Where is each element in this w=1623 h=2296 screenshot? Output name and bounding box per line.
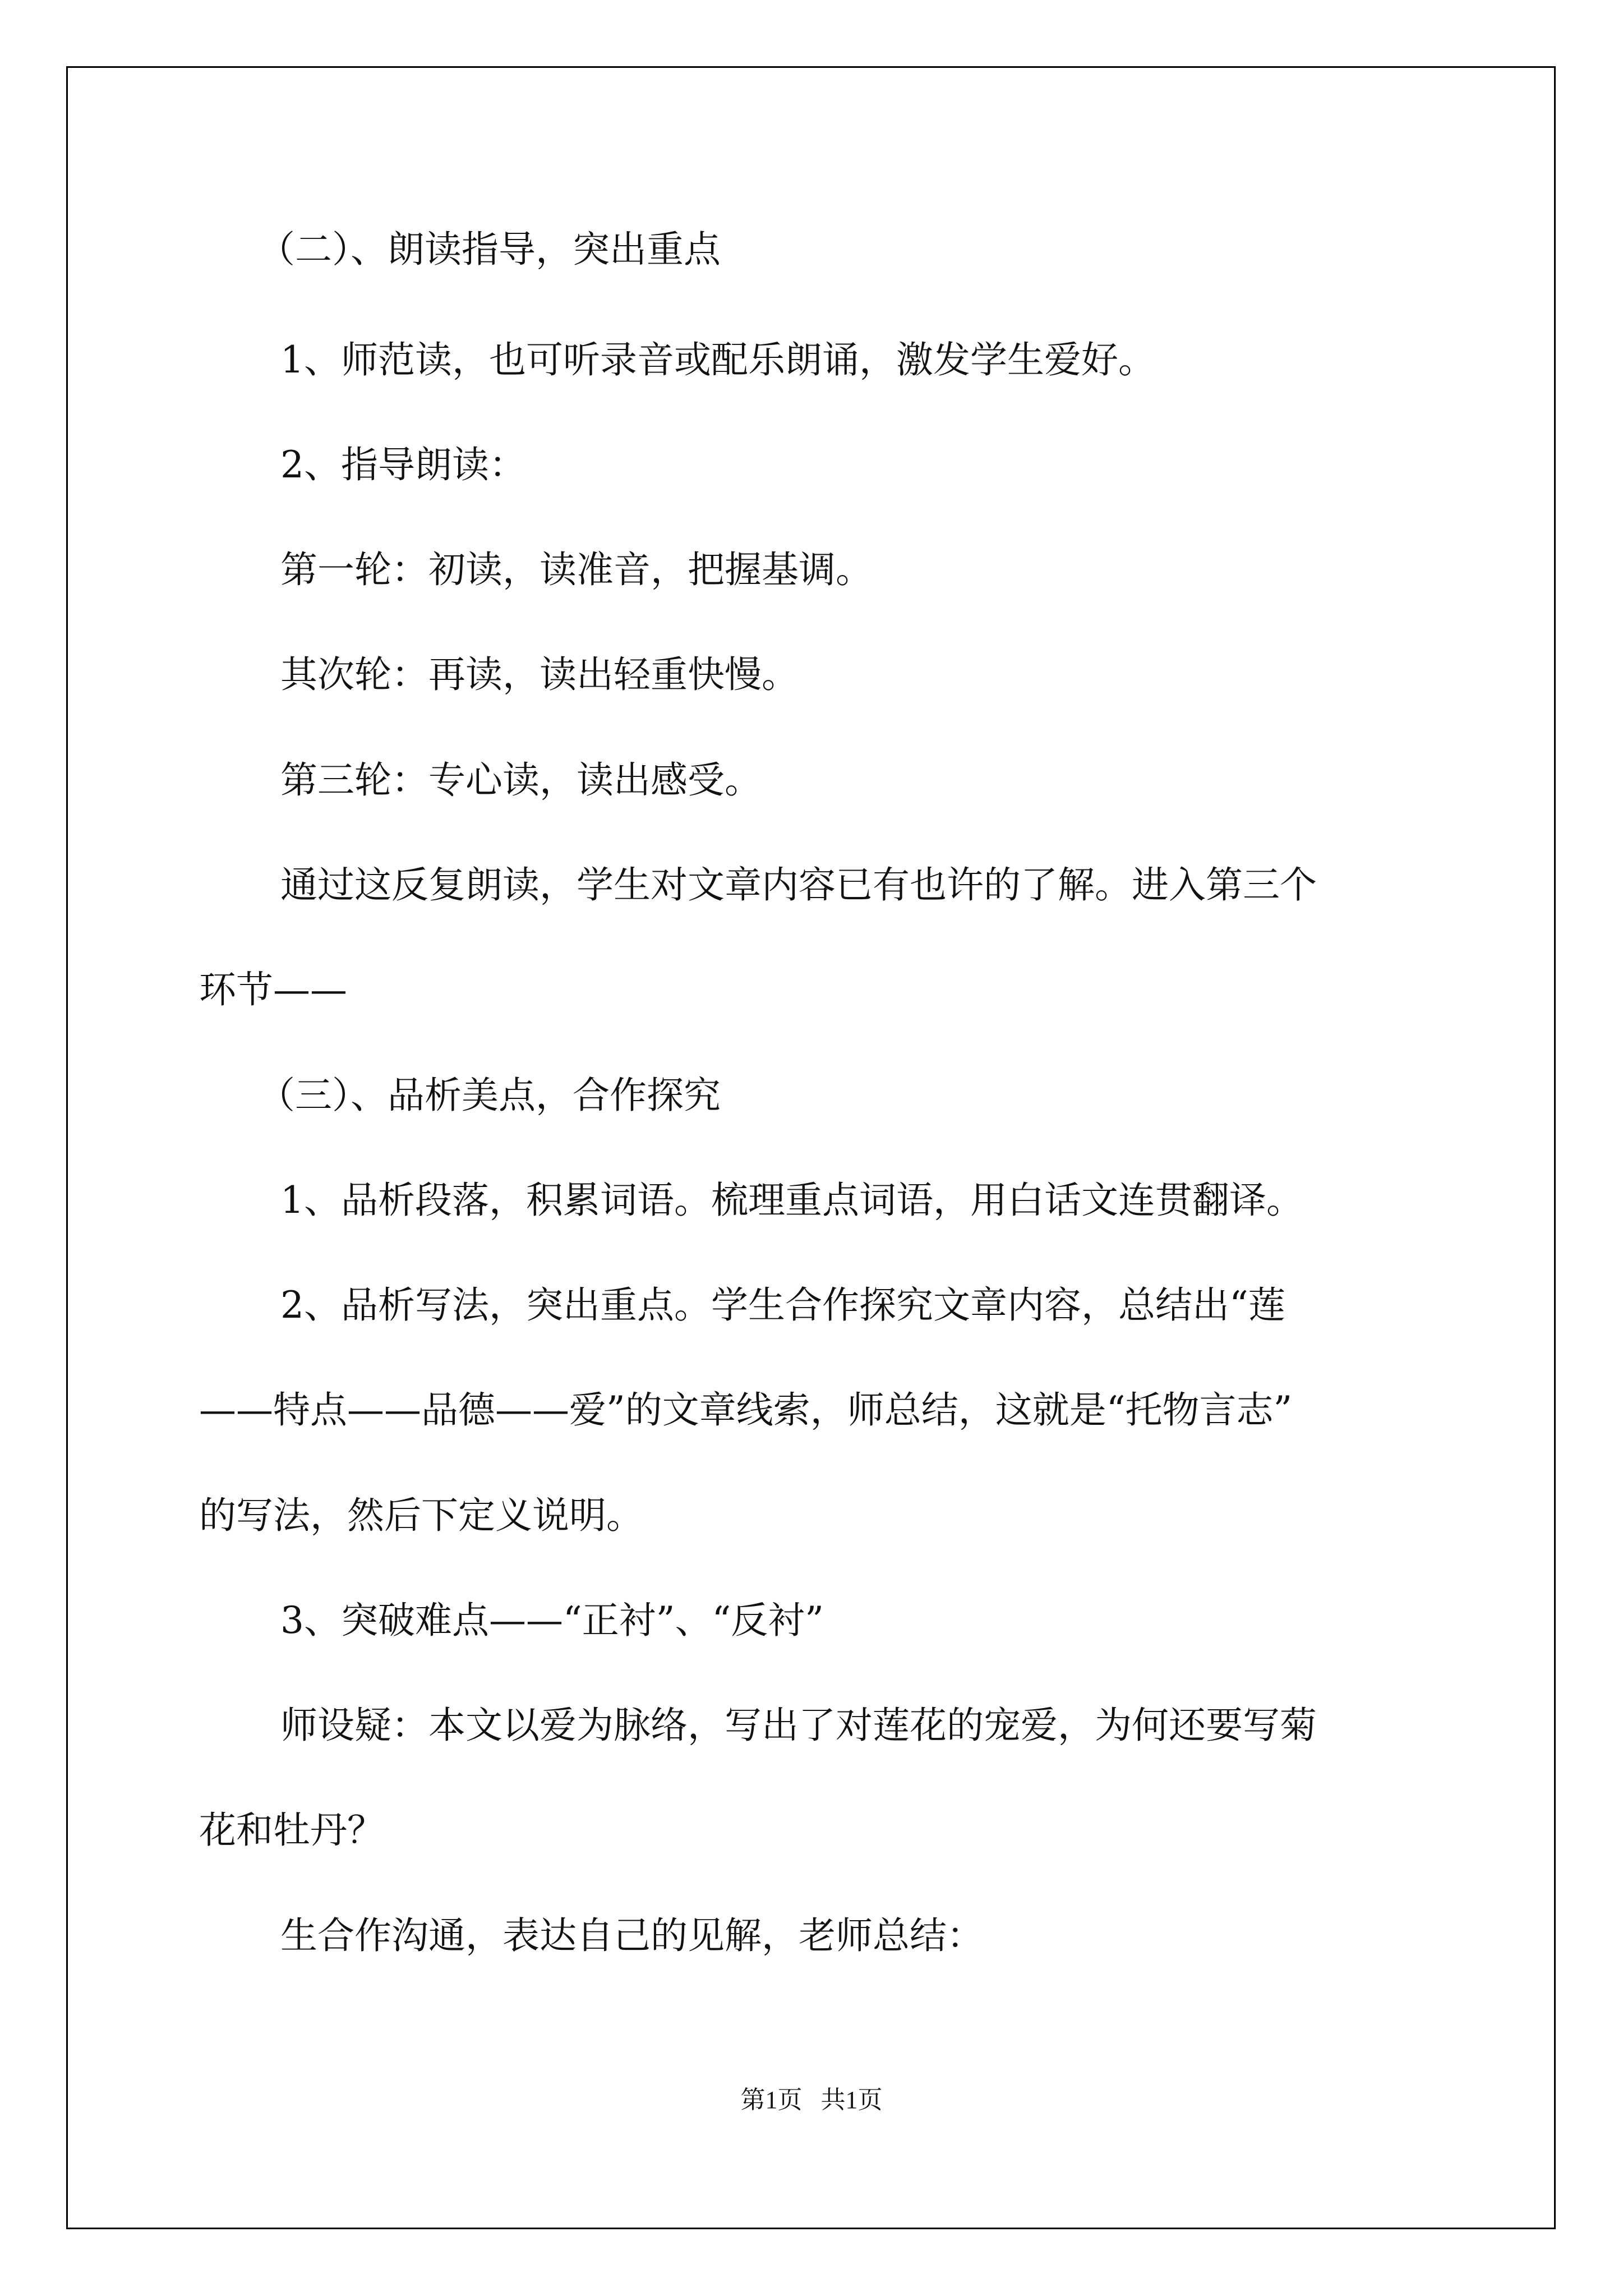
page-footer: 第1页 共1页 [740, 2086, 883, 2114]
paragraph-line: 2、品析写法，突出重点。学生合作探究文章内容，总结出“莲 [280, 1283, 1285, 1327]
paragraph-line: 通过这反复朗读，学生对文章内容已有也许的了解。进入第三个 [280, 863, 1317, 907]
paragraph-line: 生合作沟通，表达自己的见解，老师总结： [280, 1914, 984, 1957]
paragraph-line: 1、师范读，也可听录音或配乐朗诵，激发学生爱好。 [280, 338, 1155, 381]
page-border [66, 66, 1556, 2229]
paragraph-line: 第三轮：专心读，读出感受。 [280, 758, 762, 802]
paragraph-line: ——特点——品德——爱”的文章线索，师总结，这就是“托物言志” [199, 1388, 1293, 1432]
section-heading-three: （三）、品析美点，合作探究 [258, 1074, 721, 1117]
paragraph-line: 第一轮：初读，读准音，把握基调。 [280, 548, 873, 591]
section-heading-two: （二）、朗读指导，突出重点 [258, 228, 721, 271]
paragraph-line: 3、突破难点——“正衬”、“反衬” [280, 1599, 824, 1642]
paragraph-line: 2、指导朗读： [280, 443, 526, 486]
paragraph-line: 花和牡丹？ [199, 1809, 384, 1852]
paragraph-line: 的写法，然后下定义说明。 [199, 1494, 643, 1537]
paragraph-line: 师设疑：本文以爱为脉络，写出了对莲花的宠爱，为何还要写菊 [280, 1704, 1317, 1747]
paragraph-line: 1、品析段落，积累词语。梳理重点词语，用白话文连贯翻译。 [280, 1179, 1303, 1222]
paragraph-line: 环节—— [199, 968, 347, 1011]
paragraph-line: 其次轮：再读，读出轻重快慢。 [280, 653, 799, 696]
